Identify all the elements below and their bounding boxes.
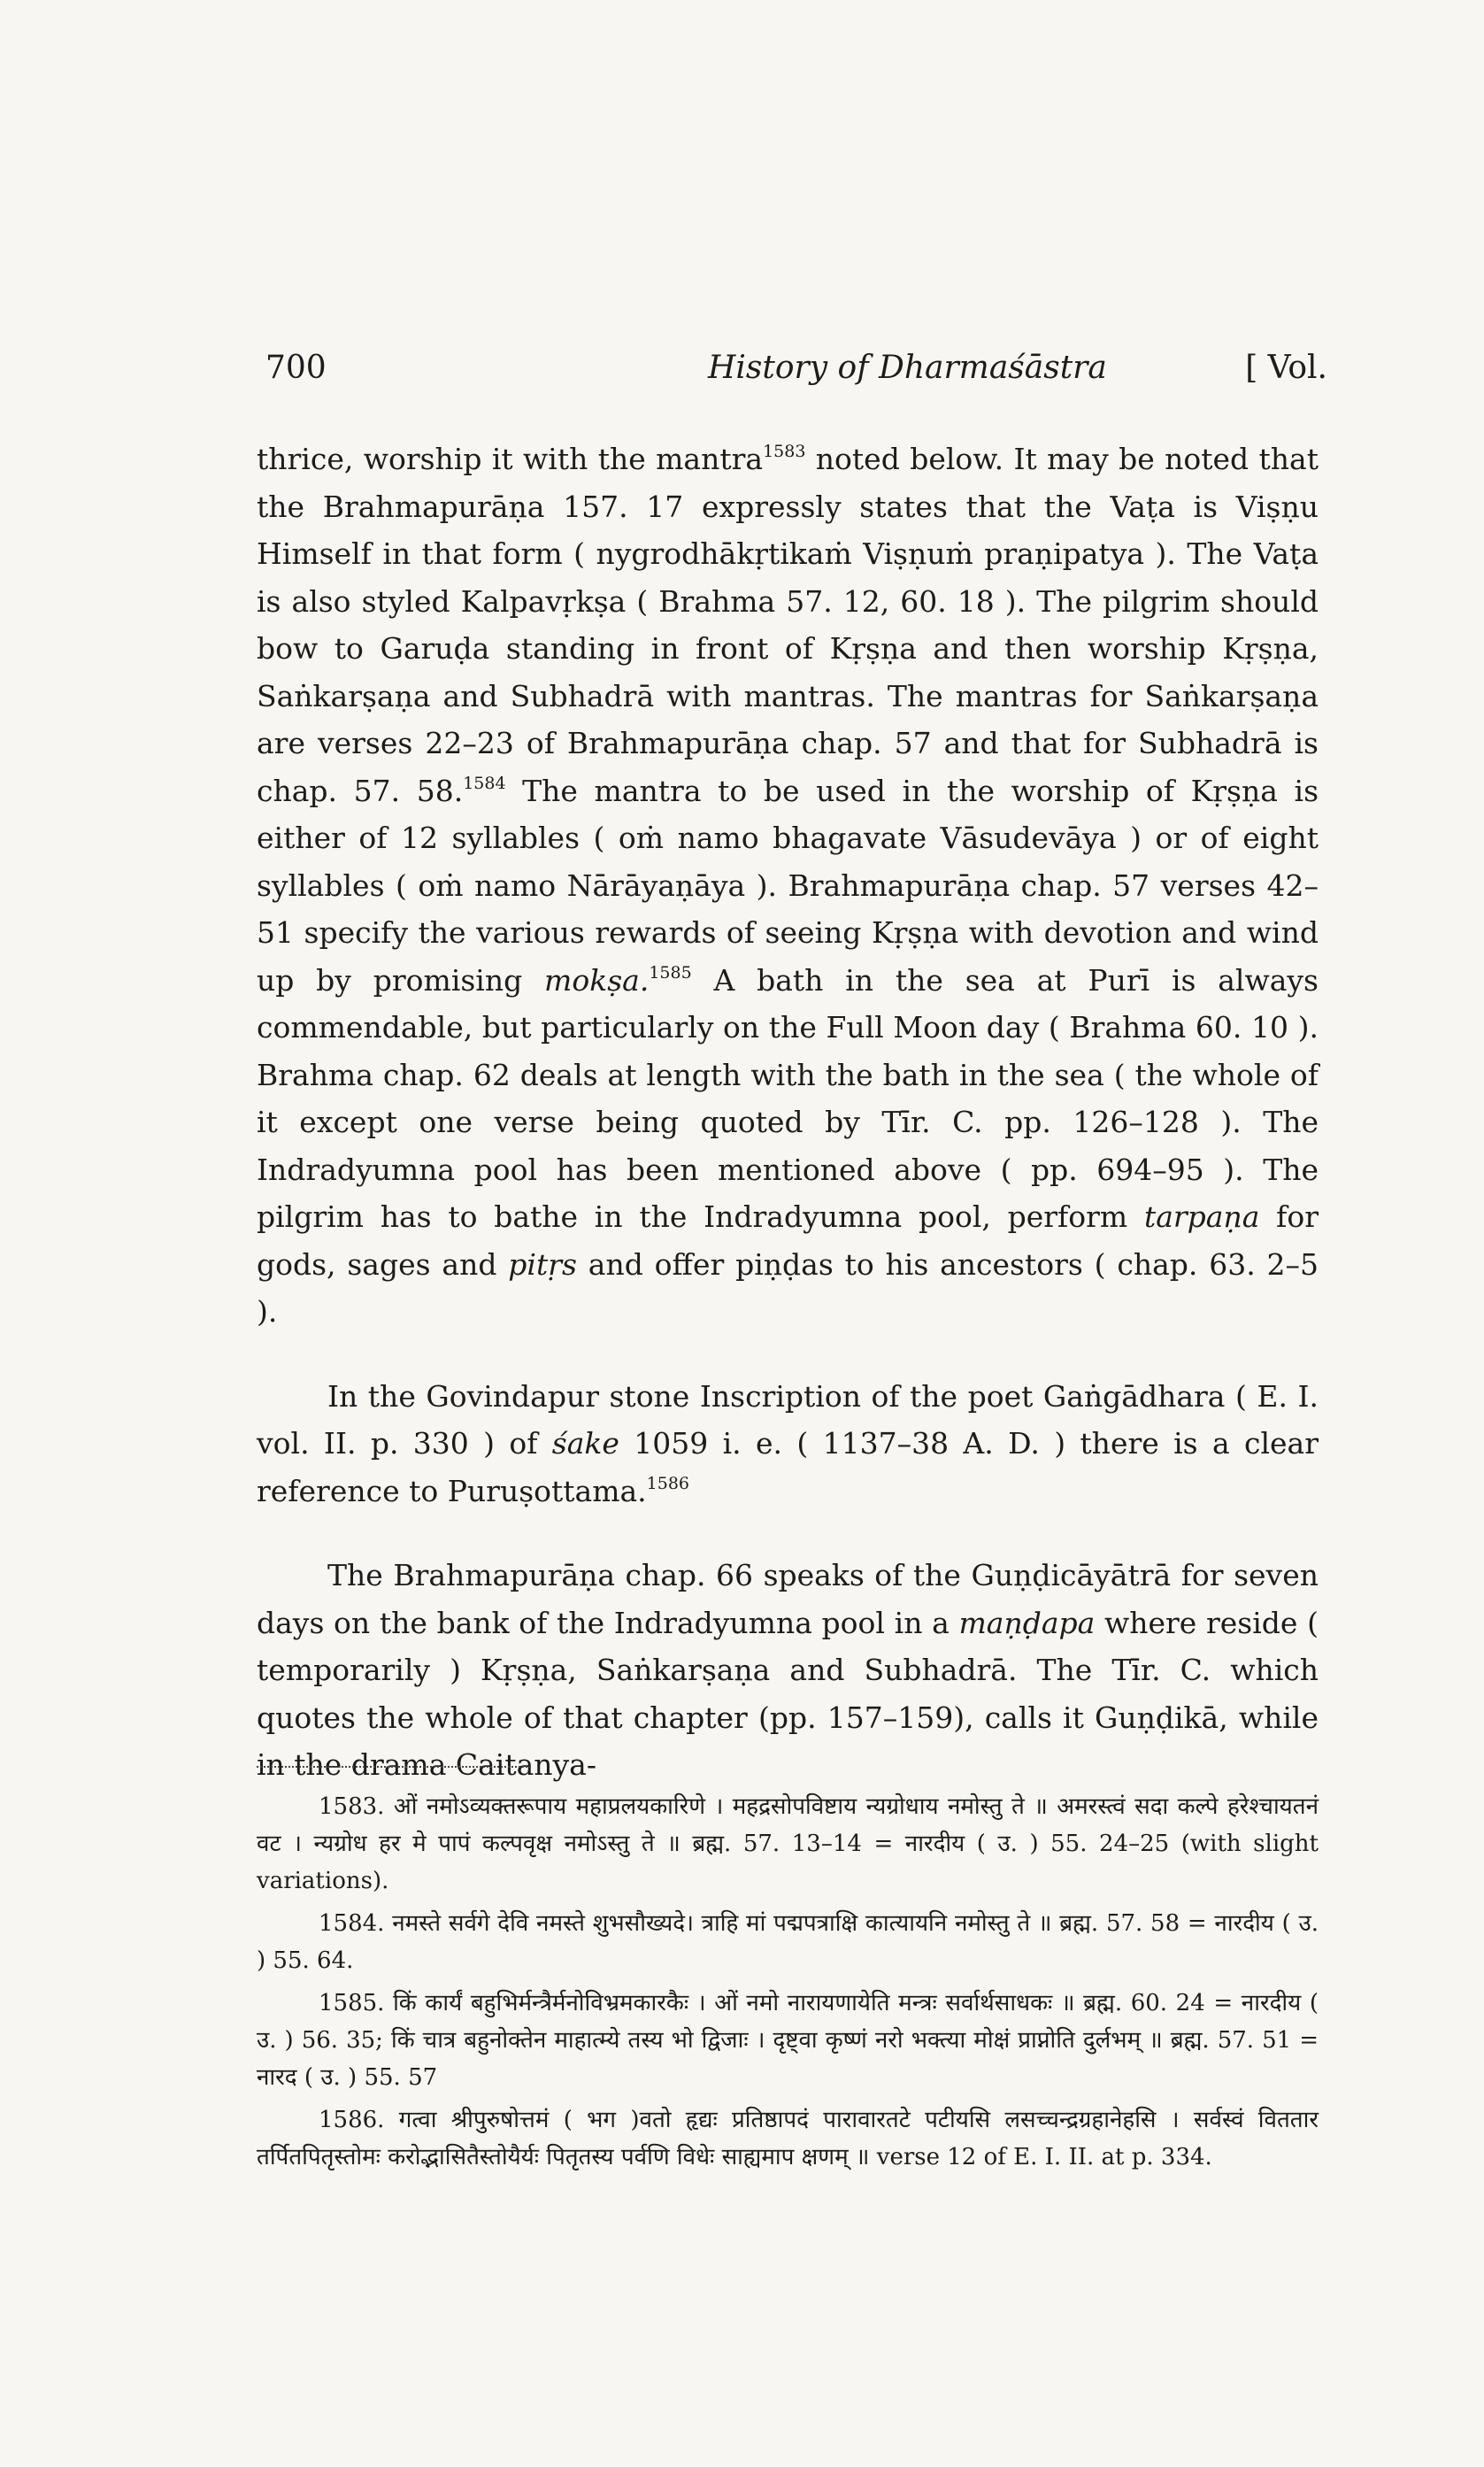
page-number: 700 <box>265 350 327 386</box>
text-run: where reside ( temporarily ) Kṛṣṇa, Saṅkarṣaṇa and Subhadrā. The Tīr. C. which quotes the whole of that chapter (pp. 157–159), calls it Guṇḍikā, while in the drama Caitanya- <box>257 1605 1319 1782</box>
main-text <box>257 436 1319 1789</box>
footnote-label: 1584. <box>319 1910 385 1937</box>
italic-term: śake <box>551 1426 619 1461</box>
footnote-reference: ब्रह्म. 57. 13–14 = नारदीय ( उ. ) 55. 24–25 (with slight variations). <box>257 1831 1319 1894</box>
footnote-1583 <box>257 1788 1319 1900</box>
footnotes <box>257 1788 1319 2176</box>
italic-term: maṇḍapa <box>958 1605 1096 1640</box>
footnote-text: ओं नमोऽव्यक्तरूपाय महाप्रलयकारिणे । महद्रसोपविष्टाय न्यग्रोधाय नमोस्तु ते ॥ अमरस्त्वं सदा कल्पे हरेश्चायतनं वट । न्यग्रोध हर मे पापं कल्पवृक्ष नमोऽस्तु ते ॥ <box>257 1793 1319 1857</box>
text-run: noted below. It may be noted that the Brahmapurāṇa 157. 17 expressly states that the Vaṭa is Viṣṇu Himself in that form ( nygrodhākṛtikaṁ Viṣṇuṁ praṇipatya ). The Vaṭa is also styled Kalpavṛkṣa ( Brahma 57. 12, 60. 18 ). The pilgrim should bow to Garuḍa standing in front of Kṛṣṇa and then worship Kṛṣṇa, Saṅkarṣaṇa and Subhadrā with mantras. The mantras for Saṅkarṣaṇa are verses 22–23 of Brahmapurāṇa chap. 57 and that for Subhadrā is chap. 57. 58. <box>257 442 1319 808</box>
paragraph-2 <box>257 1373 1319 1515</box>
text-run: A bath in the sea at Purī is always commendable, but particularly on the Full Moon day ( Brahma 60. 10 ). Brahma chap. 62 deals at length with the bath in the sea ( the whole of it except one verse being quoted by Tīr. C. pp. 126–128 ). The Indradyumna pool has been mentioned above ( pp. 694–95 ). The pilgrim has to bathe in the Indradyumna pool, perform <box>257 962 1319 1234</box>
footnote-1586 <box>257 2101 1319 2176</box>
text-run: The mantra to be used in the worship of Kṛṣṇa is either of 12 syllables ( oṁ namo bhagavate Vāsudevāya ) or of eight syllables ( oṁ namo Nārāyaṇāya ). Brahmapurāṇa chap. 57 verses 42–51 specify the various rewards of seeing Kṛṣṇa with devotion and wind up by promising <box>257 773 1319 998</box>
footnote-separator <box>257 1766 531 1768</box>
text-run: 1059 i. e. ( 1137–38 A. D. ) there is a clear reference to Puruṣottama. <box>257 1426 1319 1508</box>
footnote-label: 1585. <box>319 1990 385 2016</box>
text-run: and offer piṇḍas to his ancestors ( chap. 63. 2–5 ). <box>257 1246 1319 1329</box>
text-run: for gods, sages and <box>257 1199 1319 1282</box>
footnote-ref-1583: 1583 <box>763 442 806 461</box>
footnote-label: 1586. <box>319 2107 385 2133</box>
footnote-ref-1586: 1586 <box>646 1473 690 1493</box>
footnote-text: नमस्ते सर्वगे देवि नमस्ते शुभसौख्यदे। त्राहि मां पद्मपत्राक्षि कात्यायनि नमोस्तु ते ॥ ब्रह्म. 57. 58 = नारदीय ( उ. ) 55. 64. <box>257 1910 1319 1974</box>
volume-label: [ Vol. <box>1245 350 1327 386</box>
footnote-ref-1585: 1585 <box>649 962 692 983</box>
footnote-text: गत्वा श्रीपुरुषोत्तमं ( भग )वतो हृद्यः प्रतिष्ठापदं पारावारतटे पटीयसि लसच्चन्द्रग्रहानेहसि । सर्वस्वं विततार तर्पितपितृस्तोमः करोद्भासितैस्तोयैर्यः पितृतस्य पर्वणि विधेः साह्यमाप क्षणम् ॥ verse 12 of E. I. II. at p. 334. <box>257 2107 1319 2170</box>
book-title: History of Dharmaśāstra <box>708 350 1107 386</box>
footnote-label: 1583. <box>319 1793 385 1820</box>
footnote-ref-1584: 1584 <box>463 773 506 793</box>
italic-term: tarpaṇa <box>1143 1199 1260 1234</box>
italic-term: mokṣa. <box>544 962 650 998</box>
footnote-1585 <box>257 1985 1319 2096</box>
text-run: The Brahmapurāṇa chap. 66 speaks of the Guṇḍicāyātrā for seven days on the bank of the Indradyumna pool in a <box>257 1558 1319 1640</box>
text-run: thrice, worship it with the mantra <box>257 442 764 476</box>
italic-term: pitṛs <box>508 1246 577 1282</box>
running-head <box>265 350 1327 403</box>
footnote-text: किं कार्यं बहुभिर्मन्त्रैर्मनोविभ्रमकारकैः । ओं नमो नारायणायेति मन्त्रः सर्वार्थसाधकः ॥ ब्रह्म. 60. 24 = नारदीय ( उ. ) 56. 35; किं चात्र बहुनोक्तेन माहात्म्ये तस्य भो द्विजाः । दृष्ट्वा कृष्णं नरो भक्त्या मोक्षं प्राप्नोति दुर्लभम् ॥ ब्रह्म. 57. 51 = नारद ( उ. ) 55. 57 <box>257 1990 1319 2091</box>
footnote-1584 <box>257 1905 1319 1979</box>
paragraph-3 <box>257 1552 1319 1789</box>
text-run: In the Govindapur stone Inscription of the poet Gaṅgādhara ( E. I. vol. II. p. 330 ) of <box>257 1378 1319 1461</box>
paragraph-1 <box>257 436 1319 1336</box>
